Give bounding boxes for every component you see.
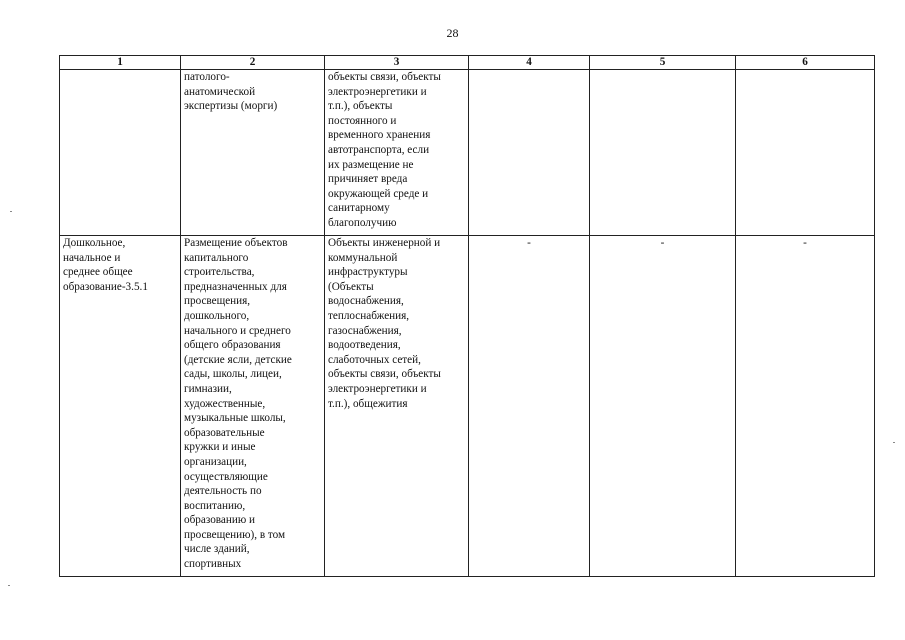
column-header-3: 3: [325, 56, 469, 70]
scan-speck: [10, 211, 12, 212]
column-header-2: 2: [181, 56, 325, 70]
cell-text: Дошкольное, начальное и среднее общее образование-3.5.1: [63, 237, 148, 293]
cell-text: Объекты инженерной и коммунальной инфраструктуры (Объекты водоснабжения, теплоснабжения, газоснабжения, водоотведения, слаботочных сетей, объекты связи, объекты электроэнергетики и т.п.), общежития: [328, 237, 441, 410]
scan-speck: [8, 585, 10, 586]
cell-text: объекты связи, объекты электроэнергетики и т.п.), объекты постоянного и временного хранения автотранспорта, если их размещение не причиняет вреда окружающей среде и санитарному благополучию: [328, 71, 441, 229]
table-cell: [325, 236, 469, 577]
column-header-6: 6: [736, 56, 875, 70]
table-cell: [181, 236, 325, 577]
table-row: [60, 236, 875, 577]
table-row: [60, 70, 875, 236]
cell-text: Размещение объектов капитального строительства, предназначенных для просвещения, дошкольного, начального и среднего общего образования (детские ясли, детские сады, школы, лицеи, гимназии, художественные, музыкальные школы, образовательные кружки и иные организации, осуществляющие деятельность по воспитанию, образованию и просвещению), в том числе зданий, спортивных: [184, 237, 292, 571]
cell-text: -: [527, 237, 531, 249]
page-number: 28: [446, 26, 459, 40]
table-cell: [590, 236, 736, 577]
land-use-table: [59, 55, 875, 577]
table-cell: [469, 236, 590, 577]
table-cell: [469, 70, 590, 236]
cell-text: патолого- анатомической экспертизы (морги): [184, 71, 278, 113]
table-cell: [60, 70, 181, 236]
table-header-row: [60, 56, 875, 70]
cell-text: -: [803, 237, 807, 249]
column-header-5: 5: [590, 56, 736, 70]
table-cell: [590, 70, 736, 236]
table-cell: [325, 70, 469, 236]
cell-text: -: [660, 237, 665, 249]
table-cell: [181, 70, 325, 236]
table-cell: [736, 236, 875, 577]
column-header-4: 4: [469, 56, 590, 70]
table-cell: [736, 70, 875, 236]
table-cell: [60, 236, 181, 577]
scan-speck: [893, 442, 895, 443]
column-header-1: 1: [60, 56, 181, 70]
